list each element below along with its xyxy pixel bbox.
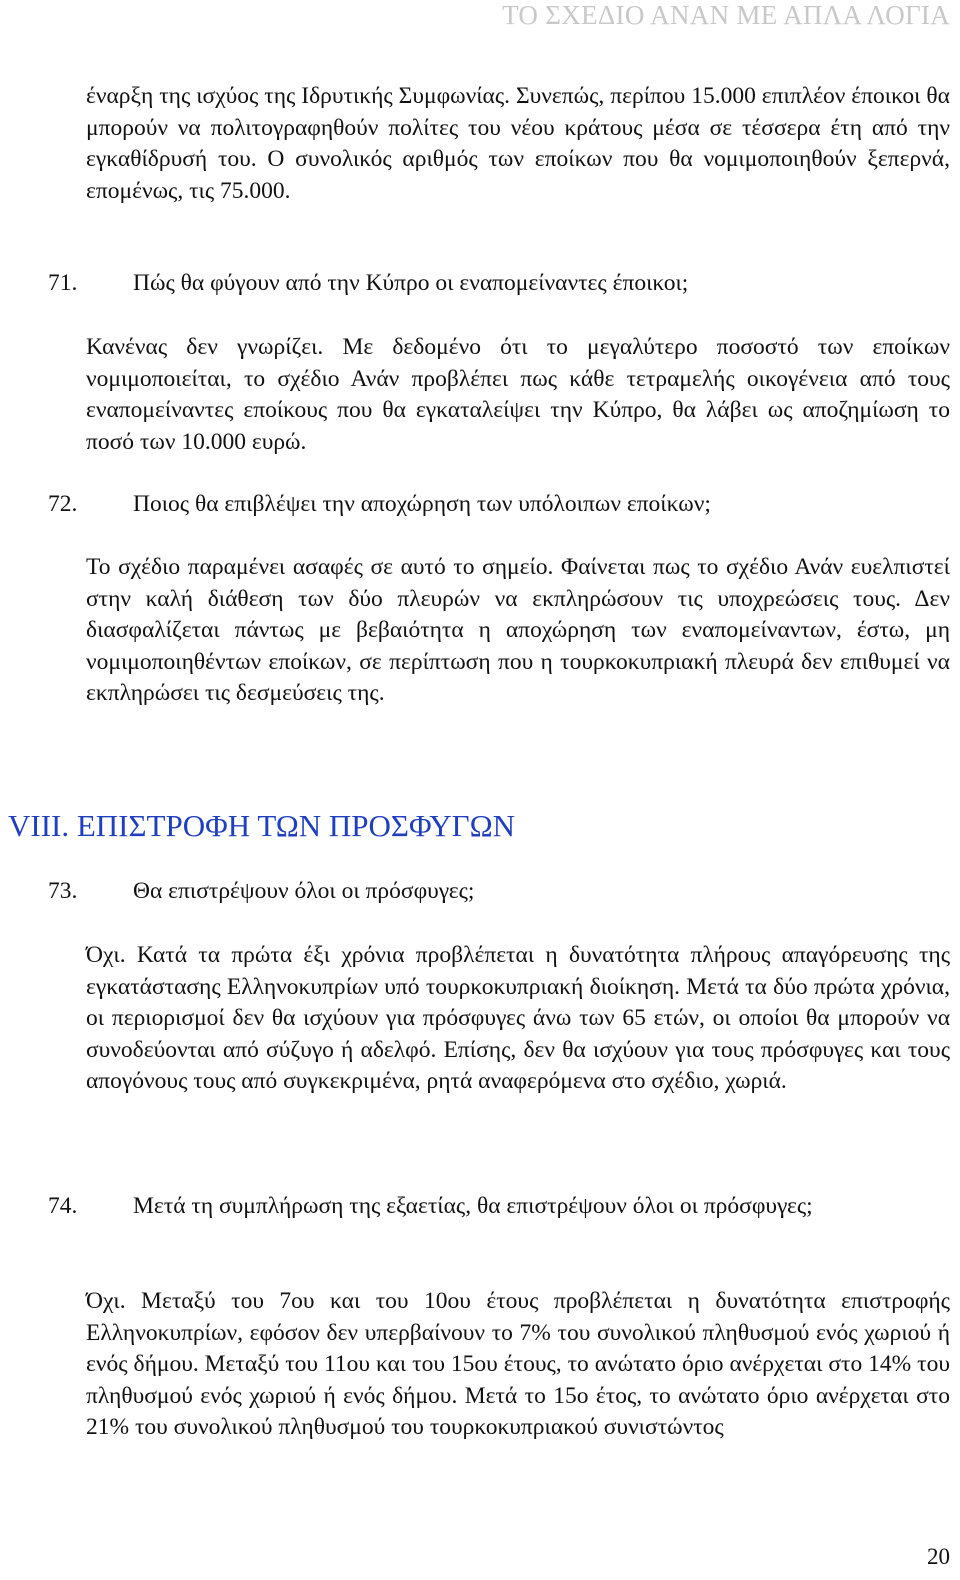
answer-paragraph: Το σχέδιο παραμένει ασαφές σε αυτό το σημείο. Φαίνεται πως το σχέδιο Ανάν ευελπιστεί στην καλή διάθεση των δύο πλευρών να εκπληρώσουν τις υποχρεώσεις τους. Δεν διασφαλίζεται πάντως με βεβαιότητα η αποχώρηση των εναπομείναντων, έστω, μη νομιμοποιηθέντων εποίκων, σε περίπτωση που η τουρκοκυπριακή πλευρά δεν επιθυμεί να εκπληρώσει τις δεσμεύσεις της. xyxy=(86,554,950,707)
answer-paragraph: Όχι. Κατά τα πρώτα έξι χρόνια προβλέπεται η δυνατότητα πλήρους απαγόρευσης της εγκατάστασης Ελληνοκυπρίων υπό τουρκοκυπριακή διοίκηση. Μετά τα δύο πρώτα χρόνια, οι περιορισμοί δεν θα ισχύουν για πρόσφυγες άνω των 65 ετών, οι οποίοι θα μπορούν να συνοδεύονται από σύζυγο ή αδελφό. Επίσης, δεν θα ισχύουν για τους πρόσφυγες και τους απογόνους τους από συγκεκριμένα, ρητά αναφερόμενα στο σχέδιο, χωριά. xyxy=(86,942,950,1095)
question-number: 74. xyxy=(48,1193,78,1219)
running-header: ΤΟ ΣΧΕΔΙΟ ΑΝΑΝ ΜΕ ΑΠΛΑ ΛΟΓΙΑ xyxy=(502,0,950,30)
question-number: 71. xyxy=(48,270,78,296)
intro-paragraph: έναρξη της ισχύος της Ιδρυτικής Συμφωνίας. Συνεπώς, περίπου 15.000 επιπλέον έποικοι θα μπορούν να πολιτογραφηθούν πολίτες του νέου κράτους μέσα σε τέσσερα έτη από την εγκαθίδρυσή του. Ο συνολικός αριθμός των εποίκων που θα νομιμοποιηθούν ξεπερνά, επομένως, τις 75.000. xyxy=(86,83,950,204)
question-number: 72. xyxy=(48,491,78,517)
section-title: VIII. ΕΠΙΣΤΡΟΦΗ ΤΩΝ ΠΡΟΣΦΥΓΩΝ xyxy=(8,808,516,843)
question-heading: Ποιος θα επιβλέψει την αποχώρηση των υπόλοιπων εποίκων; xyxy=(133,491,711,517)
question-heading: Μετά τη συμπλήρωση της εξαετίας, θα επιστρέψουν όλοι οι πρόσφυγες; xyxy=(133,1193,813,1219)
page-number: 20 xyxy=(927,1544,950,1569)
answer-paragraph: Κανένας δεν γνωρίζει. Με δεδομένο ότι το μεγαλύτερο ποσοστό των εποίκων νομιμοποιείται, το σχέδιο Ανάν προβλέπει πως κάθε τετραμελής οικογένεια από τους εναπομείναντες εποίκους που θα εγκαταλείψει την Κύπρο, θα λάβει ως αποζημίωση το ποσό των 10.000 ευρώ. xyxy=(86,334,950,455)
question-heading: Πώς θα φύγουν από την Κύπρο οι εναπομείναντες έποικοι; xyxy=(133,270,689,296)
question-heading: Θα επιστρέψουν όλοι οι πρόσφυγες; xyxy=(133,878,475,904)
question-number: 73. xyxy=(48,878,78,904)
answer-paragraph: Όχι. Μεταξύ του 7ου και του 10ου έτους προβλέπεται η δυνατότητα επιστροφής Ελληνοκυπρίων, εφόσον δεν υπερβαίνουν το 7% του συνολικού πληθυσμού ενός χωριού ή ενός δήμου. Μεταξύ του 11ου και του 15ου έτους, το ανώτατο όριο ανέρχεται στο 14% του πληθυσμού ενός χωριού ή ενός δήμου. Μετά το 15ο έτος, το ανώτατο όριο ανέρχεται στο 21% του συνολικού πληθυσμού του τουρκοκυπριακού συνιστώντος xyxy=(86,1288,950,1441)
